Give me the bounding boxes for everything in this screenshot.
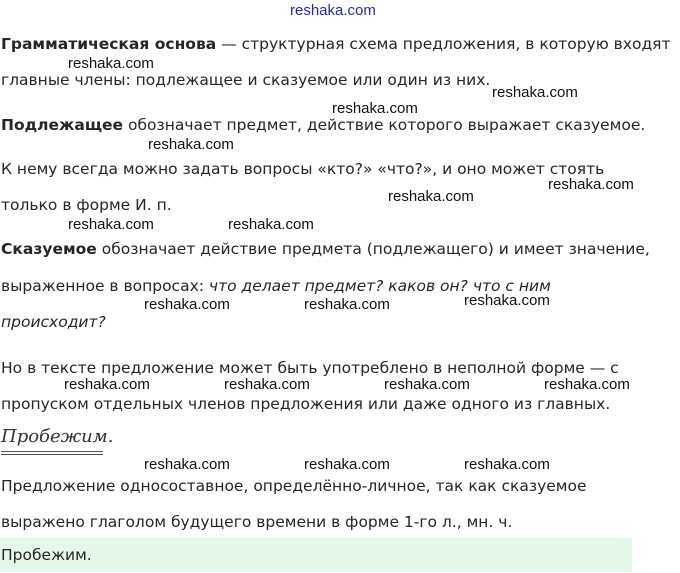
gram-basis-line-1	[1, 34, 671, 54]
subject-line-1	[1, 115, 645, 135]
solution-line-2: выражено глаголом будущего времени в форме 1-го л., мн. ч.	[1, 513, 513, 531]
watermark: reshaka.com	[492, 84, 578, 101]
watermark: reshaka.com	[64, 376, 150, 393]
watermark: reshaka.com	[544, 376, 630, 393]
predicate-plain: выраженное в вопросах:	[1, 277, 209, 295]
gram-basis-text: — структурная схема предложения, в которую входят	[216, 35, 671, 53]
solution-line-1: Предложение односоставное, определённо-личное, так как сказуемое	[1, 477, 587, 495]
predicate-line-1	[1, 239, 650, 259]
gram-basis-term: Грамматическая основа	[1, 35, 217, 53]
watermark: reshaka.com	[224, 376, 310, 393]
watermark: reshaka.com	[332, 100, 418, 117]
predicate-term: Сказуемое	[1, 240, 97, 258]
watermark: reshaka.com	[388, 188, 474, 205]
answer-text: Пробежим.	[1, 546, 92, 564]
watermark-top: reshaka.com	[290, 2, 376, 19]
watermark: reshaka.com	[548, 176, 634, 193]
heading-underline	[1, 451, 103, 452]
heading-underline	[1, 454, 103, 455]
watermark: reshaka.com	[304, 456, 390, 473]
note-line-2: пропуском отдельных членов предложения или даже одного из главных.	[1, 395, 611, 413]
note-line-1: Но в тексте предложение может быть употреблено в неполной форме — с	[1, 359, 619, 377]
answer-box	[0, 538, 632, 572]
watermark: reshaka.com	[464, 456, 550, 473]
subject-text: обозначает предмет, действие которого выражает сказуемое.	[123, 116, 646, 134]
subject-line-3: только в форме И. п.	[1, 196, 172, 214]
subject-line-2: К нему всегда можно задать вопросы «кто?» «что?», и оно может стоять	[1, 160, 605, 178]
predicate-questions-end: происходит?	[1, 313, 106, 331]
gram-basis-line-2: главные члены: подлежащее и сказуемое или один из них.	[1, 71, 491, 89]
watermark: reshaka.com	[68, 55, 154, 72]
predicate-questions: что делает предмет? каков он? что с ним	[208, 277, 551, 295]
watermark: reshaka.com	[148, 136, 234, 153]
predicate-text: обозначает действие предмета (подлежащего) и имеет значение,	[96, 240, 650, 258]
predicate-line-3	[1, 312, 106, 332]
watermark: reshaka.com	[384, 376, 470, 393]
watermark: reshaka.com	[464, 292, 550, 309]
task-heading: Пробежим.	[1, 426, 114, 447]
watermark: reshaka.com	[68, 216, 154, 233]
subject-term: Подлежащее	[1, 116, 124, 134]
watermark: reshaka.com	[144, 456, 230, 473]
watermark: reshaka.com	[304, 296, 390, 313]
watermark: reshaka.com	[144, 296, 230, 313]
watermark: reshaka.com	[228, 216, 314, 233]
